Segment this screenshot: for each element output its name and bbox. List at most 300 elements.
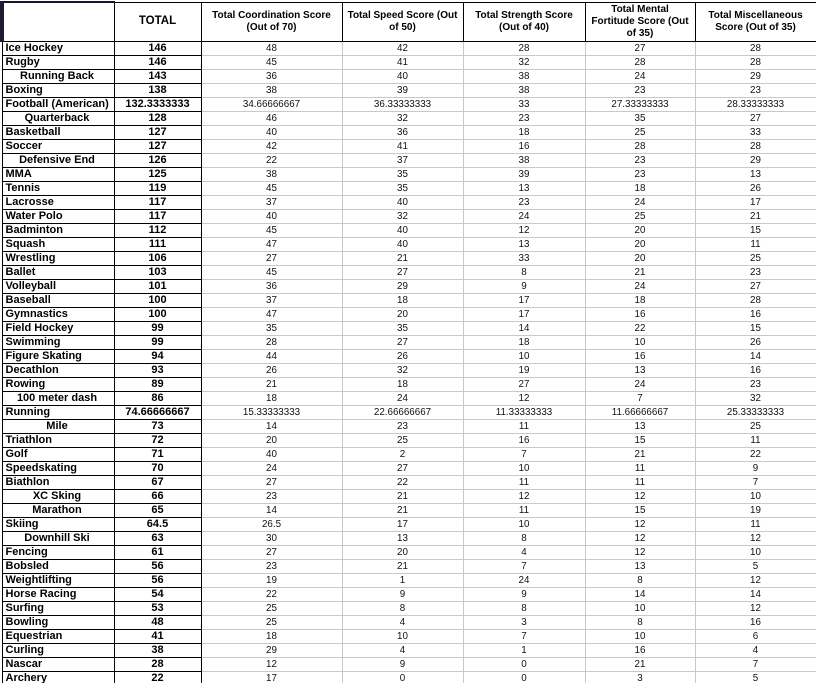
total-cell[interactable]: 70	[114, 461, 201, 475]
score-cell[interactable]: 11	[695, 433, 816, 447]
score-cell[interactable]: 16	[695, 615, 816, 629]
score-cell[interactable]: 47	[201, 307, 342, 321]
score-cell[interactable]: 46	[201, 111, 342, 125]
score-cell[interactable]: 21	[585, 447, 695, 461]
total-cell[interactable]: 132.3333333	[114, 97, 201, 111]
score-cell[interactable]: 1	[463, 643, 585, 657]
score-cell[interactable]: 38	[463, 83, 585, 97]
score-cell[interactable]: 33	[463, 97, 585, 111]
sport-name-cell[interactable]: Weightlifting	[2, 573, 114, 587]
score-cell[interactable]: 23	[342, 419, 463, 433]
score-cell[interactable]: 12	[695, 601, 816, 615]
score-cell[interactable]: 41	[342, 139, 463, 153]
sport-name-cell[interactable]: Squash	[2, 237, 114, 251]
score-cell[interactable]: 13	[342, 531, 463, 545]
score-cell[interactable]: 13	[695, 167, 816, 181]
score-cell[interactable]: 8	[585, 573, 695, 587]
score-cell[interactable]: 5	[695, 559, 816, 573]
score-cell[interactable]: 14	[201, 503, 342, 517]
total-cell[interactable]: 117	[114, 195, 201, 209]
total-cell[interactable]: 112	[114, 223, 201, 237]
total-cell[interactable]: 74.66666667	[114, 405, 201, 419]
sport-name-cell[interactable]: Wrestling	[2, 251, 114, 265]
score-cell[interactable]: 45	[201, 181, 342, 195]
score-cell[interactable]: 15	[585, 433, 695, 447]
score-cell[interactable]: 25	[585, 125, 695, 139]
score-cell[interactable]: 0	[463, 671, 585, 683]
score-cell[interactable]: 8	[585, 615, 695, 629]
total-cell[interactable]: 126	[114, 153, 201, 167]
score-cell[interactable]: 25.33333333	[695, 405, 816, 419]
sport-name-cell[interactable]: Bowling	[2, 615, 114, 629]
score-cell[interactable]: 38	[463, 69, 585, 83]
total-cell[interactable]: 103	[114, 265, 201, 279]
score-cell[interactable]: 14	[463, 321, 585, 335]
total-cell[interactable]: 53	[114, 601, 201, 615]
score-cell[interactable]: 12	[463, 223, 585, 237]
score-cell[interactable]: 20	[342, 307, 463, 321]
score-cell[interactable]: 35	[585, 111, 695, 125]
score-cell[interactable]: 4	[695, 643, 816, 657]
score-cell[interactable]: 32	[342, 209, 463, 223]
score-cell[interactable]: 19	[463, 363, 585, 377]
score-cell[interactable]: 28	[585, 139, 695, 153]
sport-name-cell[interactable]: Ice Hockey	[2, 41, 114, 55]
score-cell[interactable]: 10	[463, 349, 585, 363]
score-cell[interactable]: 23	[585, 153, 695, 167]
total-cell[interactable]: 54	[114, 587, 201, 601]
score-cell[interactable]: 9	[342, 657, 463, 671]
sport-name-cell[interactable]: Baseball	[2, 293, 114, 307]
score-cell[interactable]: 28	[695, 55, 816, 69]
score-cell[interactable]: 26	[695, 181, 816, 195]
score-cell[interactable]: 26	[342, 349, 463, 363]
sport-name-cell[interactable]: Running	[2, 405, 114, 419]
score-cell[interactable]: 37	[201, 293, 342, 307]
score-cell[interactable]: 21	[201, 377, 342, 391]
score-cell[interactable]: 19	[695, 503, 816, 517]
total-cell[interactable]: 127	[114, 125, 201, 139]
sport-name-cell[interactable]: Biathlon	[2, 475, 114, 489]
total-cell[interactable]: 99	[114, 335, 201, 349]
score-cell[interactable]: 39	[342, 83, 463, 97]
score-cell[interactable]: 10	[463, 461, 585, 475]
score-cell[interactable]: 24	[463, 209, 585, 223]
score-cell[interactable]: 10	[695, 545, 816, 559]
column-header[interactable]: Total Speed Score (Out of 50)	[342, 2, 463, 41]
sport-name-cell[interactable]: Golf	[2, 447, 114, 461]
score-cell[interactable]: 23	[695, 377, 816, 391]
score-cell[interactable]: 15	[695, 223, 816, 237]
score-cell[interactable]: 27	[201, 475, 342, 489]
score-cell[interactable]: 24	[585, 279, 695, 293]
sport-name-cell[interactable]: Decathlon	[2, 363, 114, 377]
score-cell[interactable]: 17	[695, 195, 816, 209]
sport-name-cell[interactable]: Rugby	[2, 55, 114, 69]
score-cell[interactable]: 25	[201, 615, 342, 629]
total-cell[interactable]: 65	[114, 503, 201, 517]
score-cell[interactable]: 14	[695, 587, 816, 601]
score-cell[interactable]: 40	[201, 209, 342, 223]
sport-name-cell[interactable]: Gymnastics	[2, 307, 114, 321]
column-header[interactable]: Total Coordination Score (Out of 70)	[201, 2, 342, 41]
score-cell[interactable]: 28	[463, 41, 585, 55]
total-cell[interactable]: 146	[114, 55, 201, 69]
score-cell[interactable]: 10	[585, 335, 695, 349]
score-cell[interactable]: 12	[463, 391, 585, 405]
total-cell[interactable]: 67	[114, 475, 201, 489]
total-cell[interactable]: 94	[114, 349, 201, 363]
score-cell[interactable]: 12	[463, 489, 585, 503]
score-cell[interactable]: 23	[695, 265, 816, 279]
sport-name-cell[interactable]: Soccer	[2, 139, 114, 153]
score-cell[interactable]: 2	[342, 447, 463, 461]
score-cell[interactable]: 45	[201, 55, 342, 69]
score-cell[interactable]: 27	[695, 279, 816, 293]
score-cell[interactable]: 20	[585, 251, 695, 265]
score-cell[interactable]: 27	[585, 41, 695, 55]
score-cell[interactable]: 10	[585, 629, 695, 643]
score-cell[interactable]: 32	[695, 391, 816, 405]
score-cell[interactable]: 4	[342, 615, 463, 629]
score-cell[interactable]: 32	[463, 55, 585, 69]
score-cell[interactable]: 14	[695, 349, 816, 363]
total-cell[interactable]: 41	[114, 629, 201, 643]
score-cell[interactable]: 12	[585, 489, 695, 503]
score-cell[interactable]: 19	[201, 573, 342, 587]
score-cell[interactable]: 5	[695, 671, 816, 683]
score-cell[interactable]: 16	[463, 139, 585, 153]
score-cell[interactable]: 24	[585, 377, 695, 391]
sport-name-cell[interactable]: Speedskating	[2, 461, 114, 475]
score-cell[interactable]: 22	[201, 153, 342, 167]
score-cell[interactable]: 18	[463, 125, 585, 139]
score-cell[interactable]: 22	[585, 321, 695, 335]
score-cell[interactable]: 8	[463, 531, 585, 545]
sport-name-cell[interactable]: 100 meter dash	[2, 391, 114, 405]
total-cell[interactable]: 93	[114, 363, 201, 377]
score-cell[interactable]: 45	[201, 223, 342, 237]
score-cell[interactable]: 23	[585, 167, 695, 181]
total-cell[interactable]: 138	[114, 83, 201, 97]
score-cell[interactable]: 15.33333333	[201, 405, 342, 419]
score-cell[interactable]: 27	[463, 377, 585, 391]
total-cell[interactable]: 125	[114, 167, 201, 181]
total-cell[interactable]: 22	[114, 671, 201, 683]
score-cell[interactable]: 42	[342, 41, 463, 55]
score-cell[interactable]: 26.5	[201, 517, 342, 531]
score-cell[interactable]: 16	[695, 307, 816, 321]
total-cell[interactable]: 56	[114, 573, 201, 587]
score-cell[interactable]: 18	[201, 629, 342, 643]
total-cell[interactable]: 143	[114, 69, 201, 83]
total-cell[interactable]: 101	[114, 279, 201, 293]
score-cell[interactable]: 40	[342, 69, 463, 83]
score-cell[interactable]: 12	[695, 573, 816, 587]
score-cell[interactable]: 10	[585, 601, 695, 615]
score-cell[interactable]: 18	[463, 335, 585, 349]
score-cell[interactable]: 20	[585, 237, 695, 251]
score-cell[interactable]: 11	[585, 461, 695, 475]
score-cell[interactable]: 21	[342, 503, 463, 517]
score-cell[interactable]: 23	[463, 111, 585, 125]
total-cell[interactable]: 117	[114, 209, 201, 223]
score-cell[interactable]: 9	[463, 279, 585, 293]
sport-name-cell[interactable]: XC Sking	[2, 489, 114, 503]
total-cell[interactable]: 71	[114, 447, 201, 461]
score-cell[interactable]: 12	[201, 657, 342, 671]
score-cell[interactable]: 27	[342, 461, 463, 475]
sport-name-cell[interactable]: Bobsled	[2, 559, 114, 573]
total-cell[interactable]: 89	[114, 377, 201, 391]
score-cell[interactable]: 18	[585, 293, 695, 307]
score-cell[interactable]: 44	[201, 349, 342, 363]
score-cell[interactable]: 9	[695, 461, 816, 475]
score-cell[interactable]: 7	[695, 657, 816, 671]
score-cell[interactable]: 26	[201, 363, 342, 377]
sport-name-cell[interactable]: Marathon	[2, 503, 114, 517]
score-cell[interactable]: 21	[695, 209, 816, 223]
total-cell[interactable]: 72	[114, 433, 201, 447]
sport-name-cell[interactable]: Skiing	[2, 517, 114, 531]
score-cell[interactable]: 40	[342, 237, 463, 251]
score-cell[interactable]: 28	[201, 335, 342, 349]
score-cell[interactable]: 11.66666667	[585, 405, 695, 419]
score-cell[interactable]: 18	[585, 181, 695, 195]
score-cell[interactable]: 6	[695, 629, 816, 643]
score-cell[interactable]: 4	[342, 643, 463, 657]
score-cell[interactable]: 47	[201, 237, 342, 251]
score-cell[interactable]: 41	[342, 55, 463, 69]
score-cell[interactable]: 40	[342, 223, 463, 237]
score-cell[interactable]: 15	[695, 321, 816, 335]
sport-name-cell[interactable]: Rowing	[2, 377, 114, 391]
total-cell[interactable]: 66	[114, 489, 201, 503]
score-cell[interactable]: 29	[201, 643, 342, 657]
sport-name-cell[interactable]: Nascar	[2, 657, 114, 671]
score-cell[interactable]: 23	[201, 489, 342, 503]
score-cell[interactable]: 11	[695, 237, 816, 251]
score-cell[interactable]: 11.33333333	[463, 405, 585, 419]
score-cell[interactable]: 12	[585, 545, 695, 559]
score-cell[interactable]: 7	[695, 475, 816, 489]
score-cell[interactable]: 28	[695, 293, 816, 307]
total-cell[interactable]: 56	[114, 559, 201, 573]
score-cell[interactable]: 21	[342, 489, 463, 503]
score-cell[interactable]: 16	[585, 307, 695, 321]
score-cell[interactable]: 38	[463, 153, 585, 167]
score-cell[interactable]: 12	[695, 531, 816, 545]
score-cell[interactable]: 21	[585, 657, 695, 671]
score-cell[interactable]: 9	[463, 587, 585, 601]
score-cell[interactable]: 3	[463, 615, 585, 629]
sport-name-cell[interactable]: Volleyball	[2, 279, 114, 293]
score-cell[interactable]: 7	[463, 447, 585, 461]
score-cell[interactable]: 27.33333333	[585, 97, 695, 111]
score-cell[interactable]: 14	[201, 419, 342, 433]
sport-name-cell[interactable]: Equestrian	[2, 629, 114, 643]
total-cell[interactable]: 48	[114, 615, 201, 629]
score-cell[interactable]: 22	[695, 447, 816, 461]
score-cell[interactable]: 29	[342, 279, 463, 293]
total-cell[interactable]: 86	[114, 391, 201, 405]
score-cell[interactable]: 25	[695, 251, 816, 265]
score-cell[interactable]: 11	[463, 475, 585, 489]
score-cell[interactable]: 1	[342, 573, 463, 587]
score-cell[interactable]: 27	[342, 265, 463, 279]
sport-name-cell[interactable]: Surfing	[2, 601, 114, 615]
total-cell[interactable]: 28	[114, 657, 201, 671]
score-cell[interactable]: 36	[342, 125, 463, 139]
sport-name-cell[interactable]: Curling	[2, 643, 114, 657]
total-cell[interactable]: 64.5	[114, 517, 201, 531]
score-cell[interactable]: 9	[342, 587, 463, 601]
score-cell[interactable]: 0	[463, 657, 585, 671]
sport-name-cell[interactable]: Figure Skating	[2, 349, 114, 363]
score-cell[interactable]: 20	[201, 433, 342, 447]
sport-name-cell[interactable]: Running Back	[2, 69, 114, 83]
total-cell[interactable]: 119	[114, 181, 201, 195]
score-cell[interactable]: 8	[342, 601, 463, 615]
column-header[interactable]: TOTAL	[114, 2, 201, 41]
sport-name-cell[interactable]: Horse Racing	[2, 587, 114, 601]
score-cell[interactable]: 13	[585, 559, 695, 573]
total-cell[interactable]: 128	[114, 111, 201, 125]
total-cell[interactable]: 106	[114, 251, 201, 265]
score-cell[interactable]: 21	[585, 265, 695, 279]
score-cell[interactable]: 28	[695, 41, 816, 55]
score-cell[interactable]: 32	[342, 363, 463, 377]
score-cell[interactable]: 17	[201, 671, 342, 683]
score-cell[interactable]: 36	[201, 279, 342, 293]
sport-name-cell[interactable]: Swimming	[2, 335, 114, 349]
score-cell[interactable]: 24	[463, 573, 585, 587]
score-cell[interactable]: 4	[463, 545, 585, 559]
column-header[interactable]: Total Mental Fortitude Score (Out of 35)	[585, 2, 695, 41]
score-cell[interactable]: 42	[201, 139, 342, 153]
score-cell[interactable]: 39	[463, 167, 585, 181]
score-cell[interactable]: 28	[695, 139, 816, 153]
score-cell[interactable]: 24	[201, 461, 342, 475]
score-cell[interactable]: 24	[342, 391, 463, 405]
score-cell[interactable]: 7	[585, 391, 695, 405]
sport-name-cell[interactable]: Triathlon	[2, 433, 114, 447]
sport-name-cell[interactable]: Water Polo	[2, 209, 114, 223]
corner-header-cell[interactable]	[2, 2, 114, 41]
sport-name-cell[interactable]: Ballet	[2, 265, 114, 279]
score-cell[interactable]: 15	[585, 503, 695, 517]
sport-name-cell[interactable]: Defensive End	[2, 153, 114, 167]
score-cell[interactable]: 13	[463, 181, 585, 195]
score-cell[interactable]: 13	[585, 419, 695, 433]
sport-name-cell[interactable]: Fencing	[2, 545, 114, 559]
score-cell[interactable]: 35	[342, 181, 463, 195]
score-cell[interactable]: 40	[201, 125, 342, 139]
score-cell[interactable]: 8	[463, 601, 585, 615]
score-cell[interactable]: 21	[342, 251, 463, 265]
column-header[interactable]: Total Miscellaneous Score (Out of 35)	[695, 2, 816, 41]
score-cell[interactable]: 26	[695, 335, 816, 349]
score-cell[interactable]: 8	[463, 265, 585, 279]
sport-name-cell[interactable]: Downhill Ski	[2, 531, 114, 545]
score-cell[interactable]: 32	[342, 111, 463, 125]
score-cell[interactable]: 11	[695, 517, 816, 531]
score-cell[interactable]: 30	[201, 531, 342, 545]
score-cell[interactable]: 38	[201, 83, 342, 97]
score-cell[interactable]: 24	[585, 195, 695, 209]
total-cell[interactable]: 99	[114, 321, 201, 335]
sport-name-cell[interactable]: Lacrosse	[2, 195, 114, 209]
score-cell[interactable]: 36	[201, 69, 342, 83]
score-cell[interactable]: 14	[585, 587, 695, 601]
score-cell[interactable]: 34.66666667	[201, 97, 342, 111]
sport-name-cell[interactable]: Boxing	[2, 83, 114, 97]
total-cell[interactable]: 127	[114, 139, 201, 153]
score-cell[interactable]: 7	[463, 559, 585, 573]
score-cell[interactable]: 40	[342, 195, 463, 209]
score-cell[interactable]: 35	[342, 167, 463, 181]
sport-name-cell[interactable]: MMA	[2, 167, 114, 181]
sport-name-cell[interactable]: Basketball	[2, 125, 114, 139]
score-cell[interactable]: 27	[695, 111, 816, 125]
score-cell[interactable]: 23	[463, 195, 585, 209]
score-cell[interactable]: 12	[585, 517, 695, 531]
score-cell[interactable]: 37	[342, 153, 463, 167]
score-cell[interactable]: 21	[342, 559, 463, 573]
score-cell[interactable]: 16	[585, 349, 695, 363]
score-cell[interactable]: 17	[463, 307, 585, 321]
total-cell[interactable]: 100	[114, 307, 201, 321]
score-cell[interactable]: 7	[463, 629, 585, 643]
score-cell[interactable]: 20	[342, 545, 463, 559]
score-cell[interactable]: 11	[463, 503, 585, 517]
score-cell[interactable]: 13	[463, 237, 585, 251]
sport-name-cell[interactable]: Field Hockey	[2, 321, 114, 335]
sport-name-cell[interactable]: Quarterback	[2, 111, 114, 125]
score-cell[interactable]: 17	[463, 293, 585, 307]
score-cell[interactable]: 23	[201, 559, 342, 573]
total-cell[interactable]: 146	[114, 41, 201, 55]
score-cell[interactable]: 29	[695, 153, 816, 167]
sport-name-cell[interactable]: Tennis	[2, 181, 114, 195]
score-cell[interactable]: 3	[585, 671, 695, 683]
score-cell[interactable]: 25	[342, 433, 463, 447]
total-cell[interactable]: 38	[114, 643, 201, 657]
score-cell[interactable]: 48	[201, 41, 342, 55]
sport-name-cell[interactable]: Football (American)	[2, 97, 114, 111]
total-cell[interactable]: 100	[114, 293, 201, 307]
score-cell[interactable]: 33	[463, 251, 585, 265]
score-cell[interactable]: 25	[695, 419, 816, 433]
score-cell[interactable]: 23	[585, 83, 695, 97]
score-cell[interactable]: 18	[201, 391, 342, 405]
score-cell[interactable]: 10	[342, 629, 463, 643]
score-cell[interactable]: 38	[201, 167, 342, 181]
score-cell[interactable]: 24	[585, 69, 695, 83]
score-cell[interactable]: 25	[585, 209, 695, 223]
score-cell[interactable]: 13	[585, 363, 695, 377]
score-cell[interactable]: 18	[342, 293, 463, 307]
score-cell[interactable]: 28.33333333	[695, 97, 816, 111]
score-cell[interactable]: 10	[463, 517, 585, 531]
score-cell[interactable]: 40	[201, 447, 342, 461]
score-cell[interactable]: 16	[585, 643, 695, 657]
score-cell[interactable]: 16	[463, 433, 585, 447]
score-cell[interactable]: 22	[342, 475, 463, 489]
total-cell[interactable]: 63	[114, 531, 201, 545]
score-cell[interactable]: 23	[695, 83, 816, 97]
score-cell[interactable]: 25	[201, 601, 342, 615]
